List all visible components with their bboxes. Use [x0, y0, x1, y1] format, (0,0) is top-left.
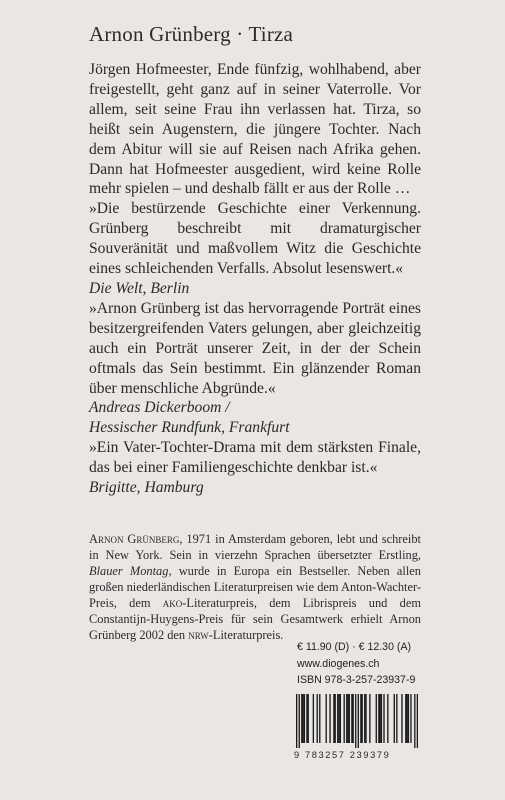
barcode-bar [365, 694, 366, 743]
barcode-bar [308, 694, 309, 743]
quote-source: Andreas Dickerboom / [89, 399, 230, 417]
author-title-header: Arnon Grünberg · Tirza [89, 22, 294, 46]
barcode-bar [346, 694, 347, 743]
author-bio [89, 531, 421, 643]
review-quote-2 [89, 299, 421, 438]
barcode-bar [360, 694, 361, 743]
barcode-bar [296, 694, 297, 748]
barcode-bar [405, 694, 406, 743]
barcode-bar [299, 694, 300, 748]
barcode-bar [313, 694, 314, 743]
barcode-bar [358, 694, 359, 748]
barcode-bar [347, 694, 348, 743]
blurb-section [89, 60, 421, 498]
barcode-bar [401, 694, 402, 743]
barcode-bar [414, 694, 415, 748]
barcode-bar [337, 694, 338, 743]
bio-text: -Literaturpreis, dem Librispreis und dem Constantijn-Huygens-Preis für sein Gesamtwerk erhielt Arnon Grünberg 2002 den [89, 596, 421, 642]
barcode-bar [396, 694, 397, 743]
barcode-bar [378, 694, 379, 743]
barcode-bar [408, 694, 409, 743]
barcode-bar [349, 694, 350, 743]
barcode-bar [387, 694, 388, 743]
quote-source: Die Welt, Berlin [89, 279, 190, 297]
barcode-bar [344, 694, 345, 743]
isbn-label: ISBN 978-3-257-23937-9 [297, 674, 416, 686]
quote-text: »Ein Vater-Tochter-Drama mit dem stärksten Finale, das bei einer Familiengeschichte denkbar ist.« [89, 439, 421, 477]
barcode-bar [338, 694, 339, 743]
barcode-bar [351, 694, 352, 743]
bio-nrw: nrw [188, 628, 209, 642]
barcode-bar [302, 694, 303, 743]
barcode-bar [335, 694, 336, 743]
barcode-bar [376, 694, 377, 743]
publisher-info [297, 639, 422, 689]
publisher-website: www.diogenes.ch [297, 657, 380, 670]
blurb-text: Jörgen Hofmeester, Ende fünfzig, wohlhabend, aber freigestellt, geht ganz auf in seiner Vaterrolle. Vor allem, seit seine Frau ihn verlassen hat. Tirza, so heißt sein Augenstern, die jüngere Tochter. Nach dem Abitur will sie auf Reisen nach Afrika gehen. Dann hat Hofmeester ausgedient, wird keine Rolle mehr spielen – und deshalb fällt er aus der Rolle … [89, 61, 421, 198]
quote-text: »Die bestürzende Geschichte einer Verkennung. Grünberg beschreibt mit dramaturgischer Souveränität und maßvollem Witz die Geschichte eines schleichenden Verfalls. Absolut lesenswert.« [89, 200, 421, 278]
barcode-bar [301, 694, 302, 743]
barcode-bar [369, 694, 370, 743]
barcode-bar [353, 694, 354, 743]
barcode-bar [417, 694, 418, 748]
barcode-bar [381, 694, 382, 743]
bio-text: , 1971 in Amsterdam geboren, lebt und schreibt in New York. Sein in vierzehn Sprachen übersetzter Erstling, [89, 532, 421, 562]
quote-source: Brigitte, Hamburg [89, 479, 204, 497]
barcode-bar [317, 694, 318, 743]
barcode-bar [326, 694, 327, 743]
barcode-bars [296, 694, 418, 748]
barcode-digits: 9 783257 239379 [294, 750, 391, 760]
bio-text: , wurde in Europa ein Bestseller. Neben allen großen niederländischen Literaturpreisen wie dem Anton-Wachter-Preis, dem [89, 564, 421, 610]
price-label: € 11.90 (D) · € 12.30 (A) [297, 641, 412, 653]
barcode-bar [319, 694, 320, 743]
bio-ako: ako [162, 596, 183, 610]
barcode-bar [394, 694, 395, 743]
barcode-bar [364, 694, 365, 743]
barcode-bar [383, 694, 384, 743]
quote-source-publication: Hessischer Rundfunk, Frankfurt [89, 419, 290, 437]
quote-text: »Arnon Grünberg ist das hervorragende Porträt eines besitzergreifenden Vaters gelungen, aber gleichzeitig auch ein Porträt unserer Zeit, in der der Schein oftmals das Sein bestimmt. Ein glänzender Roman über menschliche Abgründe.« [89, 299, 421, 397]
bio-debut-title: Blauer Montag [89, 564, 169, 578]
bio-text: -Literaturpreis. [208, 628, 284, 642]
bio-author-name: Arnon Grünberg [89, 532, 180, 546]
review-quote-3 [89, 438, 421, 498]
barcode-bar [379, 694, 380, 743]
barcode-bar [355, 694, 356, 748]
barcode-bar [410, 694, 411, 743]
isbn-barcode [294, 694, 418, 760]
barcode-bar [361, 694, 362, 743]
barcode-bar [406, 694, 407, 743]
barcode-bar [340, 694, 341, 743]
barcode-bar [304, 694, 305, 743]
barcode-bar [329, 694, 330, 743]
review-quote-1 [89, 199, 421, 299]
barcode-bar [306, 694, 307, 743]
barcode-bar [333, 694, 334, 743]
